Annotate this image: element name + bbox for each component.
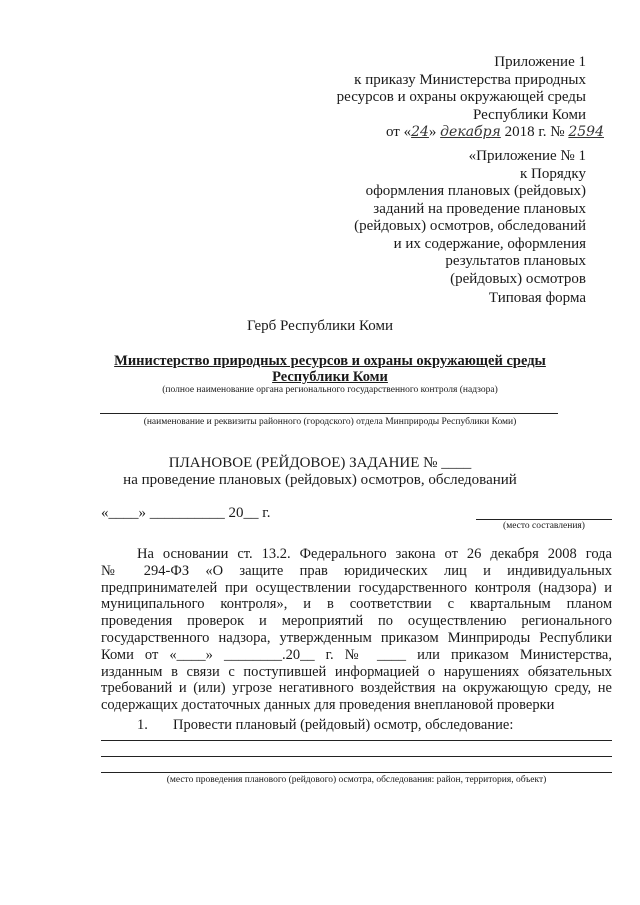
appendix-procedure-line: результатов плановых <box>445 253 586 269</box>
appendix-line: Республики Коми <box>473 106 586 123</box>
body-line: предпринимателей при осуществлении государственного контроля (надзора) и <box>101 579 612 596</box>
appendix-procedure-line: и их содержание, оформления <box>393 235 586 252</box>
body-line: изданным в связи с поступившей информацией о нарушениях обязательных <box>101 663 612 680</box>
department-line <box>100 413 558 414</box>
body-line: муниципального контроля», и в соответствии с квартальным планом <box>101 596 612 613</box>
place-line <box>476 519 612 520</box>
ministry-name-region: Республики Коми <box>272 369 388 385</box>
handwritten-order-number: 2594 <box>568 124 604 140</box>
body-line: содержащих достаточных данных для проведения внеплановой проверки <box>101 697 555 714</box>
appendix-line: ресурсов и охраны окружающей среды <box>336 89 586 105</box>
handwritten-month: декабря <box>440 124 501 140</box>
body-line: На основании ст. 13.2. Федерального закона от 26 декабря 2008 года <box>137 546 612 562</box>
appendix-procedure-line: (рейдовых) осмотров, обследований <box>354 218 586 234</box>
appendix-procedure-line: оформления плановых (рейдовых) <box>365 183 586 199</box>
department-caption: (наименование и реквизиты районного (городского) отдела Минприроды Республики Коми) <box>143 417 517 427</box>
appendix-header <box>336 54 604 142</box>
body-line: проведения проверок и мероприятий по осуществлению регионального <box>101 613 612 630</box>
blank-line <box>101 772 612 773</box>
ministry-name: Министерство природных ресурсов и охраны окружающей среды <box>114 353 546 369</box>
appendix-line: к приказу Министерства природных <box>354 71 586 88</box>
blank-line <box>101 756 612 757</box>
appendix-title: Приложение 1 <box>494 54 586 70</box>
ministry-caption: (полное наименование органа регионального государственного контроля (надзора) <box>162 385 498 395</box>
appendix-procedure-line: заданий на проведение плановых <box>373 200 586 217</box>
blank-line <box>101 740 612 741</box>
form-subtitle: на проведение плановых (рейдовых) осмотров, обследований <box>123 472 517 488</box>
handwritten-day: 24 <box>411 124 429 140</box>
item-number: 1. <box>137 717 148 733</box>
coat-of-arms-label: Герб Республики Коми <box>246 318 394 334</box>
body-line: № 294-ФЗ «О защите прав юридических лиц и индивидуальных <box>101 562 612 579</box>
form-title: ПЛАНОВОЕ (РЕЙДОВОЕ) ЗАДАНИЕ № ____ <box>168 455 472 471</box>
appendix-procedure-line: к Порядку <box>520 165 586 182</box>
place-caption: (место составления) <box>503 521 585 531</box>
body-paragraph <box>101 546 612 714</box>
item-text: Провести плановый (рейдовый) осмотр, обследование: <box>173 717 514 733</box>
appendix-procedure-line: «Приложение № 1 <box>468 148 586 164</box>
appendix-order-date: от «24» декабря 2018 г. № 2594 <box>385 124 604 140</box>
body-line: государственного надзора, утвержденным приказом Минприроды Республики <box>101 629 612 646</box>
form-type: Типовая форма <box>488 290 586 306</box>
body-line: требований и (или) угрозе негативного воздействия на окружающую среду, не <box>101 680 612 697</box>
date-field: «____» __________ 20__ г. <box>101 505 271 521</box>
inspection-place-caption: (место проведения планового (рейдового) осмотра, обследования: район, территория, объект) <box>166 775 547 785</box>
appendix-procedure <box>354 148 586 288</box>
appendix-procedure-line: (рейдовых) осмотров <box>450 270 586 287</box>
body-line: Коми от «____» ________.20__ г. № ____ или приказом Министерства, <box>101 646 612 663</box>
